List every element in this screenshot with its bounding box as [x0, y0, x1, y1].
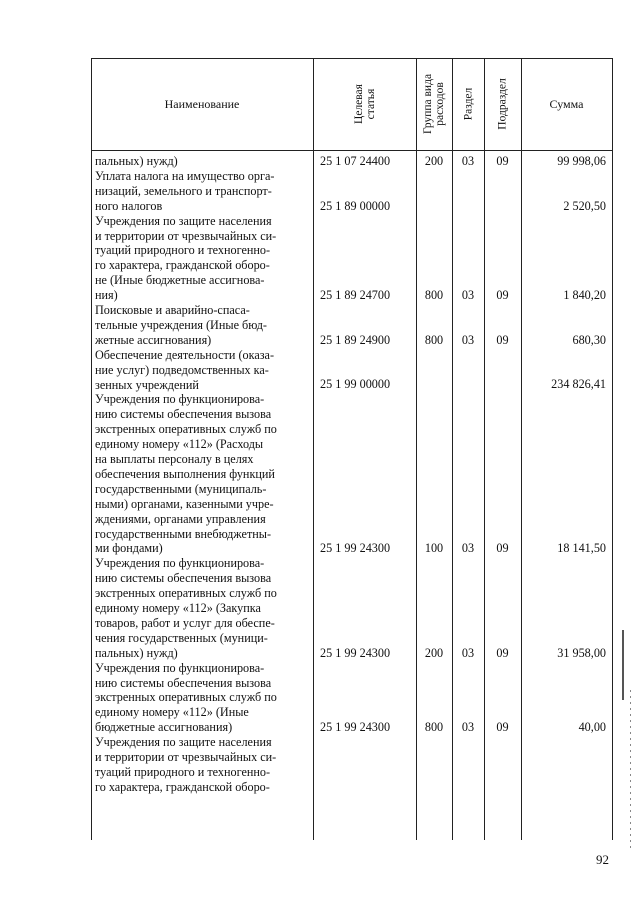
row-name-line: ждениями, органами управления: [95, 511, 266, 526]
scan-edge-dots: [630, 690, 631, 850]
row-group: 800: [424, 720, 444, 735]
row-subsection: 09: [496, 645, 509, 660]
table-row: [91, 556, 613, 660]
header-sum-cell: [521, 58, 612, 150]
row-name: [95, 735, 309, 795]
row-name-line: обеспечения выполнения функций: [95, 466, 275, 481]
row-name-line: тельные учреждения (Иные бюд-: [95, 317, 267, 332]
row-name-line: жетные ассигнования): [95, 332, 212, 347]
row-name-line: товаров, работ и услуг для обеспе-: [95, 615, 275, 630]
row-name-line: Обеспечение деятельности (оказа-: [95, 347, 275, 362]
row-name-line: ными) органами, казенными учре-: [95, 496, 274, 511]
row-section: 03: [461, 154, 475, 168]
row-subsection: 09: [496, 332, 509, 347]
header-group: [422, 74, 446, 134]
row-name-line: нию системы обеспечения вызова: [95, 571, 272, 586]
row-sum: 1 840,20: [563, 288, 606, 303]
row-name-line: Учреждения по функционирова-: [95, 392, 265, 407]
row-name: [95, 661, 309, 736]
row-section: 03: [461, 720, 475, 735]
header-subsection: Подраздел: [496, 78, 509, 130]
row-name-line: Учреждения по функционирова-: [95, 660, 265, 675]
row-name-line: чения государственных (муници-: [95, 630, 268, 645]
table-row: [91, 661, 613, 736]
header-section: Раздел: [462, 87, 474, 121]
budget-table: [91, 58, 613, 840]
header-group-line: расходов: [434, 82, 447, 126]
row-name-line: ного налогов: [95, 198, 163, 213]
row-code: 25 1 07 24400: [320, 154, 391, 168]
header-code-line: Целевая: [352, 84, 365, 124]
row-group: 100: [424, 541, 444, 556]
row-code: 25 1 99 24300: [320, 720, 391, 735]
row-name-line: нию системы обеспечения вызова: [95, 675, 272, 690]
row-name-line: единому номеру «112» (Закупка: [95, 601, 261, 616]
page-number: 92: [596, 852, 609, 867]
row-code: 25 1 89 24700: [320, 288, 391, 303]
row-sum: 18 141,50: [557, 541, 606, 556]
row-name-line: нию системы обеспечения вызова: [95, 407, 272, 422]
row-sum: 31 958,00: [557, 645, 606, 660]
table-row: [91, 303, 613, 348]
row-name-line: пальных) нужд): [95, 645, 178, 660]
row-name-line: ния): [95, 288, 118, 303]
row-group: 800: [424, 288, 444, 303]
header-group-cell: [416, 58, 452, 150]
row-name-line: туаций природного и техногенно-: [95, 243, 271, 258]
row-name-line: и территории от чрезвычайных си-: [95, 228, 277, 243]
row-group: 800: [424, 332, 444, 347]
row-name-line: не (Иные бюджетные ассигнова-: [95, 273, 265, 288]
row-name-line: единому номеру «112» (Расходы: [95, 437, 264, 452]
row-code: 25 1 89 00000: [320, 198, 391, 213]
row-name-line: бюджетные ассигнования): [95, 720, 233, 735]
row-name: [95, 154, 309, 169]
row-group: 200: [424, 645, 444, 660]
row-name-line: Учреждения по защите населения: [95, 735, 272, 750]
row-section: 03: [461, 541, 475, 556]
row-sum: 2 520,50: [563, 198, 606, 213]
row-name-line: экстренных оперативных служб по: [95, 422, 277, 437]
row-code: 25 1 89 24900: [320, 332, 391, 347]
header-name: Наименование: [164, 96, 240, 111]
row-code: 25 1 99 00000: [320, 377, 391, 392]
row-section: 03: [461, 332, 475, 347]
header-bottom-border: [91, 150, 613, 151]
row-code: 25 1 99 24300: [320, 541, 391, 556]
table-row: [91, 154, 613, 169]
row-name-line: государственными (муниципаль-: [95, 481, 267, 496]
row-group: 200: [424, 154, 444, 168]
row-name-line: туаций природного и техногенно-: [95, 764, 271, 779]
row-sum: 40,00: [578, 720, 606, 735]
row-subsection: 09: [496, 154, 509, 168]
row-name: [95, 214, 309, 303]
row-name: [95, 556, 309, 660]
header-code: [353, 84, 377, 124]
row-subsection: 09: [496, 541, 509, 556]
header-subsection-cell: [484, 58, 521, 150]
row-sum: 234 826,41: [551, 377, 606, 392]
table-row: [91, 214, 613, 303]
row-name-line: пальных) нужд): [95, 154, 178, 168]
row-name-line: го характера, гражданской оборо-: [95, 779, 270, 794]
table-row: [91, 392, 613, 556]
row-subsection: 09: [496, 288, 509, 303]
row-code: 25 1 99 24300: [320, 645, 391, 660]
row-name-line: ние услуг) подведомственных ка-: [95, 362, 269, 377]
scan-edge-mark: [622, 630, 624, 700]
row-name: [95, 348, 309, 393]
row-name-line: Уплата налога на имущество орга-: [95, 168, 275, 183]
header-name-cell: [91, 58, 313, 150]
row-name-line: Учреждения по защите населения: [95, 213, 272, 228]
header-code-cell: [313, 58, 416, 150]
row-sum: 680,30: [572, 332, 606, 347]
row-name-line: государственными внебюджетны-: [95, 526, 272, 541]
row-name-line: низаций, земельного и транспорт-: [95, 183, 272, 198]
header-group-line: Группа вида: [422, 73, 435, 135]
row-subsection: 09: [496, 720, 509, 735]
row-section: 03: [461, 288, 475, 303]
row-name: [95, 303, 309, 348]
row-name-line: Поисковые и аварийно-спаса-: [95, 303, 250, 317]
row-name-line: экстренных оперативных служб по: [95, 586, 277, 601]
row-sum: 99 998,06: [557, 154, 606, 168]
table-row: [91, 735, 613, 795]
row-name: [95, 169, 309, 214]
row-name: [95, 392, 309, 556]
row-section: 03: [461, 645, 475, 660]
header-section-cell: [452, 58, 484, 150]
header-code-line: статья: [364, 88, 377, 120]
table-row: [91, 348, 613, 393]
row-name-line: экстренных оперативных служб по: [95, 690, 277, 705]
row-name-line: единому номеру «112» (Иные: [95, 705, 249, 720]
row-name-line: зенных учреждений: [95, 377, 199, 392]
table-row: [91, 169, 613, 214]
row-name-line: ми фондами): [95, 541, 163, 556]
row-name-line: на выплаты персоналу в целях: [95, 452, 254, 467]
row-name-line: и территории от чрезвычайных си-: [95, 750, 277, 764]
header-sum: Сумма: [549, 96, 584, 111]
row-name-line: Учреждения по функционирова-: [95, 556, 265, 571]
row-name-line: го характера, гражданской оборо-: [95, 258, 270, 273]
